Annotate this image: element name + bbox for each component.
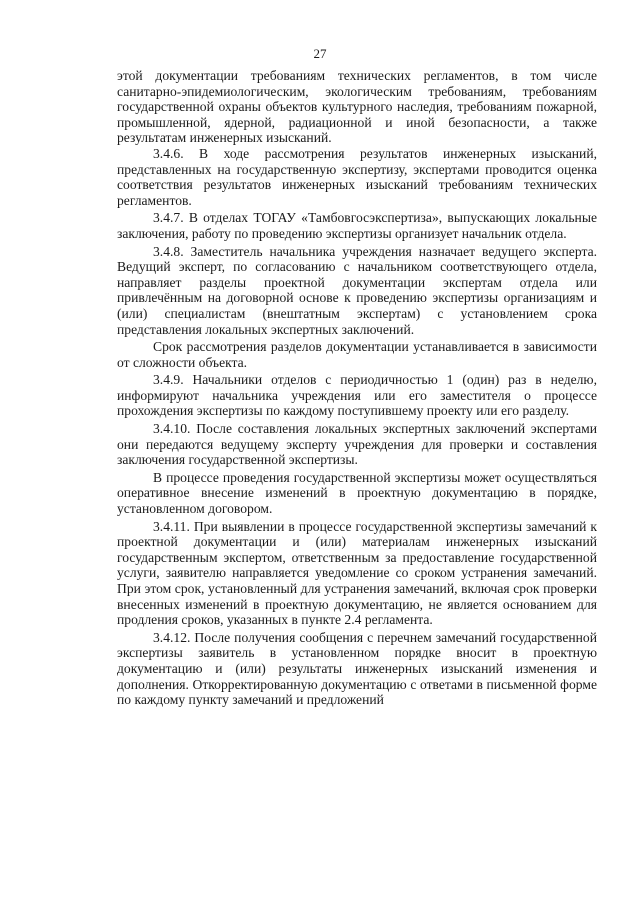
paragraph-operational-changes: В процессе проведения государственной экспертизы может осуществляться оперативное внесение изменений в проектную документацию в порядке, установленном договором. bbox=[117, 469, 597, 517]
paragraph-3-4-6: 3.4.6. В ходе рассмотрения результатов инженерных изысканий, представленных на государственную экспертизу, экспертами проводится оценка соответствия результатов инженерных изысканий требованиям технических регламентов. bbox=[117, 145, 597, 208]
paragraph-3-4-10: 3.4.10. После составления локальных экспертных заключений экспертами они передаются ведущему эксперту учреждения для проверки и составления заключения государственной экспертизы. bbox=[117, 421, 597, 468]
paragraph-3-4-11: 3.4.11. При выявлении в процессе государственной экспертизы замечаний к проектной документации и (или) материалам инженерных изысканий государственным экспертом, ответственным за предоставление государственной услуги, заявителю направляется уведомление со сроком устранения замечаний. При этом срок, установленный для устранения замечаний, включая срок проверки внесенных изменений в проектную документацию, не является основанием для продления сроков, указанных в пункте 2.4 регламента. bbox=[117, 518, 597, 628]
paragraph-3-4-7: 3.4.7. В отделах ТОГАУ «Тамбовгосэкспертиза», выпускающих локальные заключения, работу по проведению экспертизы организует начальник отдела. bbox=[117, 210, 597, 241]
paragraph-3-4-12: 3.4.12. После получения сообщения с перечнем замечаний государственной экспертизы заявитель в установленном порядке вносит в проектную документацию и (или) результаты инженерных изысканий изменения и дополнения. Откорректированную документацию с ответами в письменной форме по каждому пункту замечаний и предложений bbox=[117, 629, 597, 708]
paragraph-3-4-8: 3.4.8. Заместитель начальника учреждения назначает ведущего эксперта. Ведущий эксперт, по согласованию с начальником соответствующего отдела, направляет разделы проектной документации экспертам отдела или привлечённым на договорной основе к проведению экспертизы организациям и (или) специалистам (внештатным экспертам) с установлением срока представления локальных экспертных заключений. bbox=[117, 243, 597, 337]
paragraph-continuation: этой документации требованиям технических регламентов, в том числе санитарно-эпидемиологическим, экологическим требованиям, требованиям государственной охраны объектов культурного наследия, требованиям пожарной, промышленной, ядерной, радиационной и иной безопасности, а также результатам инженерных изысканий. bbox=[117, 68, 597, 146]
document-body bbox=[117, 68, 597, 708]
page-number: 27 bbox=[313, 46, 327, 61]
paragraph-review-period: Срок рассмотрения разделов документации устанавливается в зависимости от сложности объекта. bbox=[117, 339, 597, 370]
paragraph-3-4-9: 3.4.9. Начальники отделов с периодичностью 1 (один) раз в неделю, информируют начальника учреждения или его заместителя о процессе прохождения экспертизы по каждому поступившему проекту или его разделу. bbox=[117, 372, 597, 419]
